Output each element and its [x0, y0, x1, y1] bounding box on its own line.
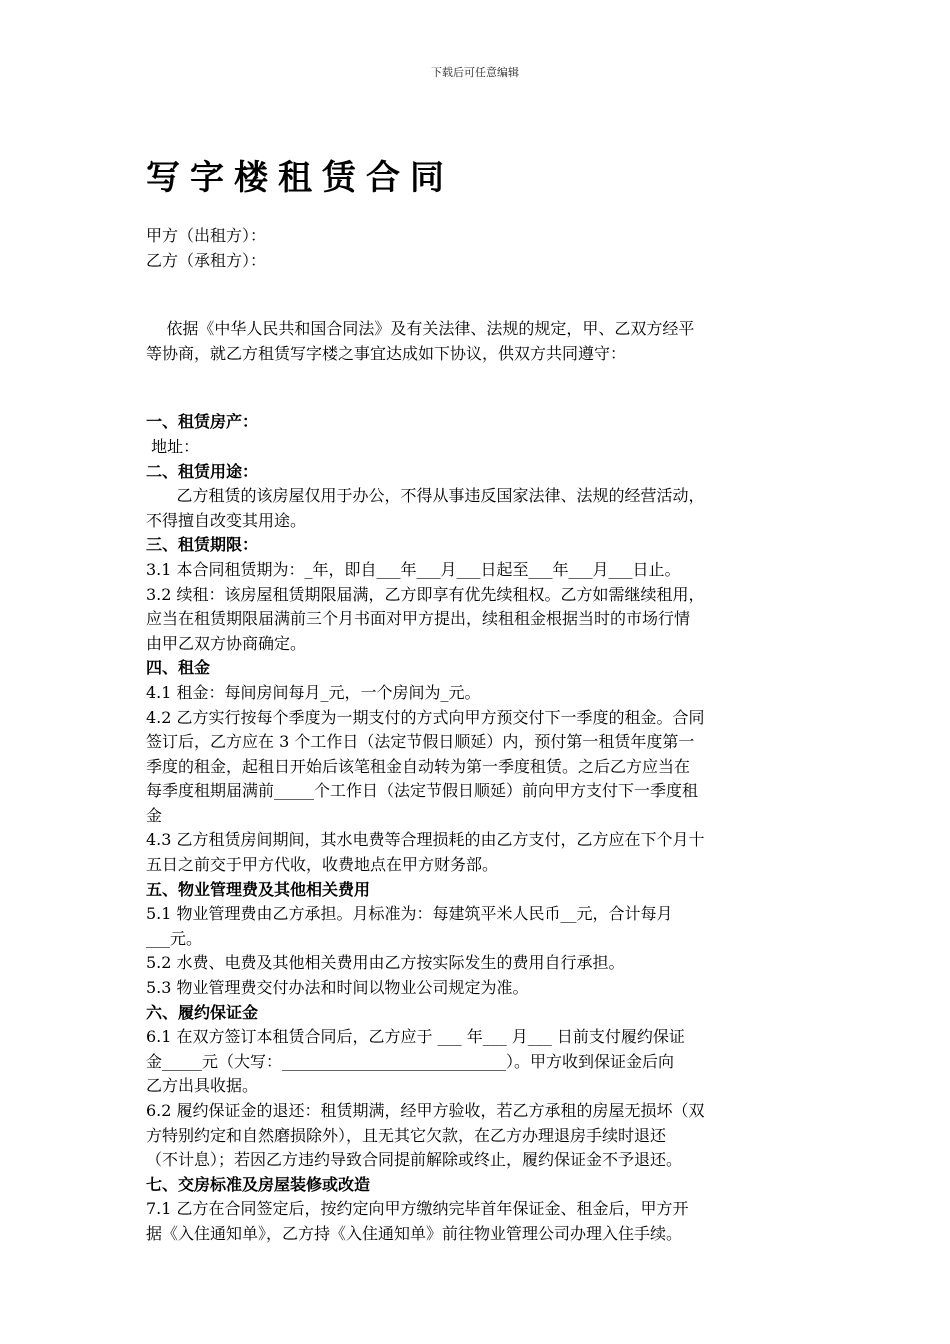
section-line: 由甲乙双方协商确定。 — [146, 633, 307, 653]
section-line: 3.2 续租：该房屋租赁期限届满，乙方即享有优先续租权。乙方如需继续租用， — [146, 584, 705, 604]
header-note: 下载后可任意编辑 — [431, 66, 519, 79]
section-line: 方特别约定和自然磨损除外），且无其它欠款，在乙方办理退房手续时退还 — [146, 1125, 667, 1145]
section-line: 5.1 物业管理费由乙方承担。月标准为：每建筑平米人民币__元，合计每月 — [146, 904, 673, 924]
section-line: （不计息）；若因乙方违约导致合同提前解除或终止，履约保证金不予退还。 — [146, 1150, 683, 1170]
section-line: 金_____元（大写：____________________________）。甲方收到保证金后向 — [146, 1051, 675, 1071]
section-line: 据《入住通知单》，乙方持《入住通知单》前往物业管理公司办理入住手续。 — [146, 1223, 683, 1243]
section-line: 签订后，乙方应在 3 个工作日（法定节假日顺延）内，预付第一租赁年度第一 — [146, 732, 695, 752]
document-title: 写字楼租赁合同 — [146, 158, 454, 198]
section-line: 5.3 物业管理费交付办法和时间以物业公司规定为准。 — [146, 978, 529, 998]
section-heading: 五、物业管理费及其他相关费用 — [146, 879, 371, 899]
section-line: 5.2 水费、电费及其他相关费用由乙方按实际发生的费用自行承担。 — [146, 953, 625, 973]
section-line: 3.1 本合同租赁期为：_年，即自___年___月___日起至___年___月___日止。 — [146, 559, 681, 579]
section-line: 地址： — [146, 436, 200, 456]
party-a-line: 甲方（出租方）： — [146, 226, 267, 245]
section-heading: 六、履约保证金 — [146, 1002, 259, 1022]
section-line: 6.1 在双方签订本租赁合同后，乙方应于 ___ 年___ 月___ 日前支付履约保证 — [146, 1027, 685, 1047]
section-heading: 一、租赁房产： — [146, 412, 259, 432]
intro-line: 依据《中华人民共和国合同法》及有关法律、法规的规定，甲、乙双方经平 — [146, 319, 695, 339]
section-line: 每季度租期届满前_____个工作日（法定节假日顺延）前向甲方支付下一季度租 — [146, 781, 699, 801]
document-body — [146, 224, 826, 1247]
section-line: 五日之前交于甲方代收，收费地点在甲方财务部。 — [146, 855, 499, 875]
section-line: 应当在租赁期限届满前三个月书面对甲方提出，续租租金根据当时的市场行情 — [146, 609, 691, 629]
section-line: 7.1 乙方在合同签定后，按约定向甲方缴纳完毕首年保证金、租金后，甲方开 — [146, 1199, 689, 1219]
intro-line: 等协商，就乙方租赁写字楼之事宜达成如下协议，供双方共同遵守： — [146, 343, 627, 363]
section-line: 季度的租金，起租日开始后该笔租金自动转为第一季度租赁。之后乙方应当在 — [146, 756, 691, 776]
section-line: 4.3 乙方租赁房间期间，其水电费等合理损耗的由乙方支付，乙方应在下个月十 — [146, 830, 705, 850]
party-b-line: 乙方（承租方）： — [146, 250, 267, 270]
section-line: 6.2 履约保证金的退还：租赁期满，经甲方验收，若乙方承租的房屋无损坏（双 — [146, 1101, 705, 1120]
section-line: 乙方租赁的该房屋仅用于办公，不得从事违反国家法律、法规的经营活动， — [146, 486, 705, 506]
section-line: 不得擅自改变其用途。 — [146, 510, 307, 530]
section-line: ___元。 — [146, 928, 203, 948]
section-heading: 二、租赁用途： — [146, 461, 259, 481]
section-line: 4.1 租金：每间房间每月_元，一个房间为_元。 — [146, 682, 481, 702]
section-line: 金 — [146, 805, 163, 825]
section-heading: 四、租金 — [146, 658, 211, 678]
section-heading: 三、租赁期限： — [146, 535, 259, 555]
section-line: 乙方出具收据。 — [146, 1076, 259, 1096]
section-heading: 七、交房标准及房屋装修或改造 — [146, 1174, 371, 1194]
section-line: 4.2 乙方实行按每个季度为一期支付的方式向甲方预交付下一季度的租金。合同 — [146, 707, 705, 727]
